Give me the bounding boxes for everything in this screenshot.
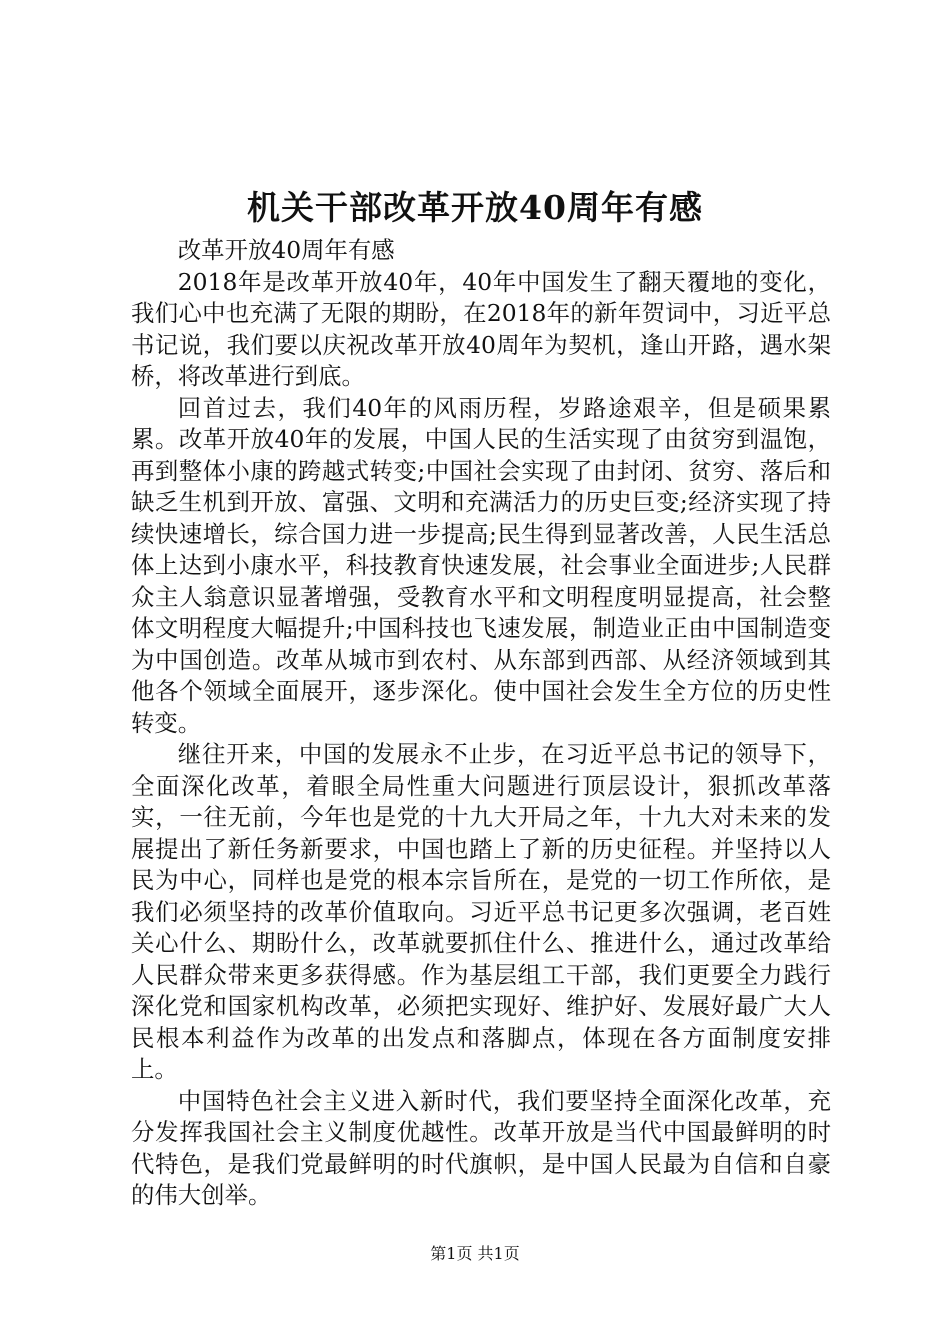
body-paragraph: 继往开来，中国的发展永不止步，在习近平总书记的领导下，全面深化改革，着眼全局性重大问题进行顶层设计，狠抓改革落实，一往无前，今年也是党的十九大开局之年，十九大对未来的发展提出了新任务新要求，中国也踏上了新的历史征程。并坚持以人民为中心，同样也是党的根本宗旨所在，是党的一切工作所依，是我们必须坚持的改革价值取向。习近平总书记更多次强调，老百姓关心什么、期盼什么，改革就要抓住什么、推进什么，通过改革给人民群众带来更多获得感。作为基层组工干部，我们更要全力践行深化党和国家机构改革，必须把实现好、维护好、发展好最广大人民根本利益作为改革的出发点和落脚点，体现在各方面制度安排上。 [131,740,831,1083]
document-body [131,235,831,1212]
body-paragraph: 2018年是改革开放40年，40年中国发生了翻天覆地的变化，我们心中也充满了无限的期盼，在2018年的新年贺词中，习近平总书记说，我们要以庆祝改革开放40周年为契机，逢山开路，遇水架桥，将改革进行到底。 [131,267,831,390]
page-title: 机关干部改革开放40周年有感 [247,188,703,227]
body-paragraph: 回首过去，我们40年的风雨历程，岁路途艰辛，但是硕果累累。改革开放40年的发展，中国人民的生活实现了由贫穷到温饱，再到整体小康的跨越式转变;中国社会实现了由封闭、贫穷、落后和缺乏生机到开放、富强、文明和充满活力的历史巨变;经济实现了持续快速增长，综合国力进一步提高;民生得到显著改善，人民生活总体上达到小康水平，科技教育快速发展，社会事业全面进步;人民群众主人翁意识显著增强，受教育水平和文明程度明显提高，社会整体文明程度大幅提升;中国科技也飞速发展，制造业正由中国制造变为中国创造。改革从城市到农村、从东部到西部、从经济领域到其他各个领域全面展开，逐步深化。使中国社会发生全方位的历史性转变。 [131,393,831,737]
body-paragraph: 中国特色社会主义进入新时代，我们要坚持全面深化改革，充分发挥我国社会主义制度优越性。改革开放是当代中国最鲜明的时代特色，是我们党最鲜明的时代旗帜，是中国人民最为自信和自豪的伟大创举。 [131,1086,831,1209]
subtitle-paragraph: 改革开放40周年有感 [177,236,395,264]
page-footer: 第1页 共1页 [430,1244,520,1263]
